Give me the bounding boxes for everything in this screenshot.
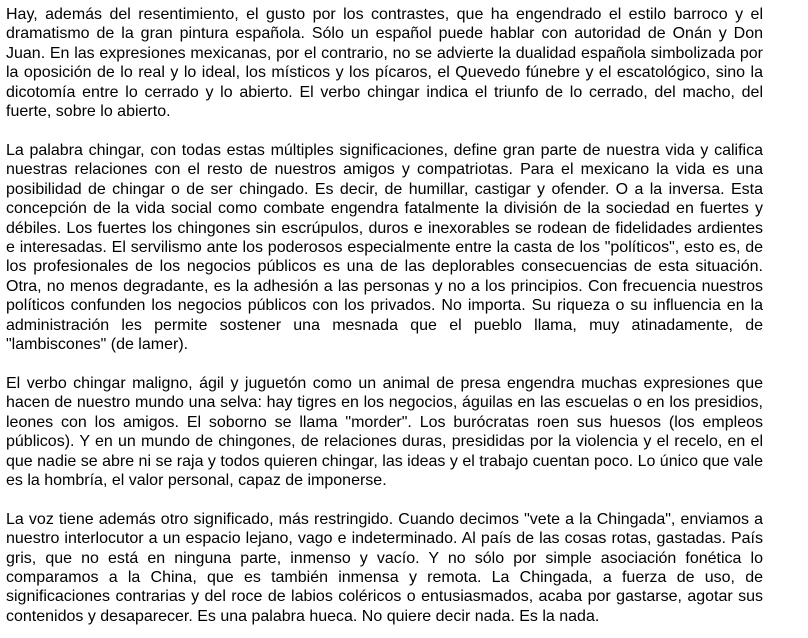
paragraph-1: Hay, además del resentimiento, el gusto por los contrastes, que ha engendrado el estilo barroco y el dramatismo de la gran pintura española. Sólo un español puede hablar con autoridad de Onán y Don Juan. En las expresiones mexicanas, por el contrario, no se advierte la dualidad española simbolizada por la oposición de lo real y lo ideal, los místicos y los pícaros, el Quevedo fúnebre y el escatológico, sino la dicotomía entre lo cerrado y lo abierto. El verbo chingar indica el triunfo de lo cerrado, del macho, del fuerte, sobre lo abierto. [6,6,763,121]
paragraph-3: El verbo chingar maligno, ágil y juguetón como un animal de presa engendra muchas expresiones que hacen de nuestro mundo una selva: hay tigres en los negocios, águilas en las escuelas o en los presidios, leones con los amigos. El soborno se llama "morder". Los burócratas roen sus huesos (los empleos públicos). Y en un mundo de chingones, de relaciones duras, presididas por la violencia y el recelo, en el que nadie se abre ni se raja y todos quieren chingar, las ideas y el trabajo cuentan poco. Lo único que vale es la hombría, el valor personal, capaz de imponerse. [6,374,763,489]
paragraph-2: La palabra chingar, con todas estas múltiples significaciones, define gran parte de nuestra vida y califica nuestras relaciones con el resto de nuestros amigos y compatriotas. Para el mexicano la vida es una posibilidad de chingar o de ser chingado. Es decir, de humillar, castigar y ofender. O a la inversa. Esta concepción de la vida social como combate engendra fatalmente la división de la sociedad en fuertes y débiles. Los fuertes los chingones sin escrúpulos, duros e inexorables se rodean de fidelidades ardientes e interesadas. El servilismo ante los poderosos especialmente entre la casta de los "políticos", esto es, de los profesionales de los negocios públicos es una de las deplorables consecuencias de esta situación. Otra, no menos degradante, es la adhesión a las personas y no a los principios. Con frecuencia nuestros políticos confunden los negocios públicos con los privados. No importa. Su riqueza o su influencia en la administración les permite sostener una mesnada que el pueblo llama, muy atinadamente, de "lambiscones" (de lamer). [6,141,763,353]
paragraph-4: La voz tiene además otro significado, más restringido. Cuando decimos "vete a la Chingada", enviamos a nuestro interlocutor a un espacio lejano, vago e indeterminado. Al país de las cosas rotas, gastadas. País gris, que no está en ninguna parte, inmenso y vacío. Y no sólo por simple asociación fonética lo comparamos a la China, que es también inmensa y remota. La Chingada, a fuerza de uso, de significaciones contrarias y del roce de labios coléricos o entusiasmados, acaba por gastarse, agotar sus contenidos y desaparecer. Es una palabra hueca. No quiere decir nada. Es la nada. [6,510,763,625]
